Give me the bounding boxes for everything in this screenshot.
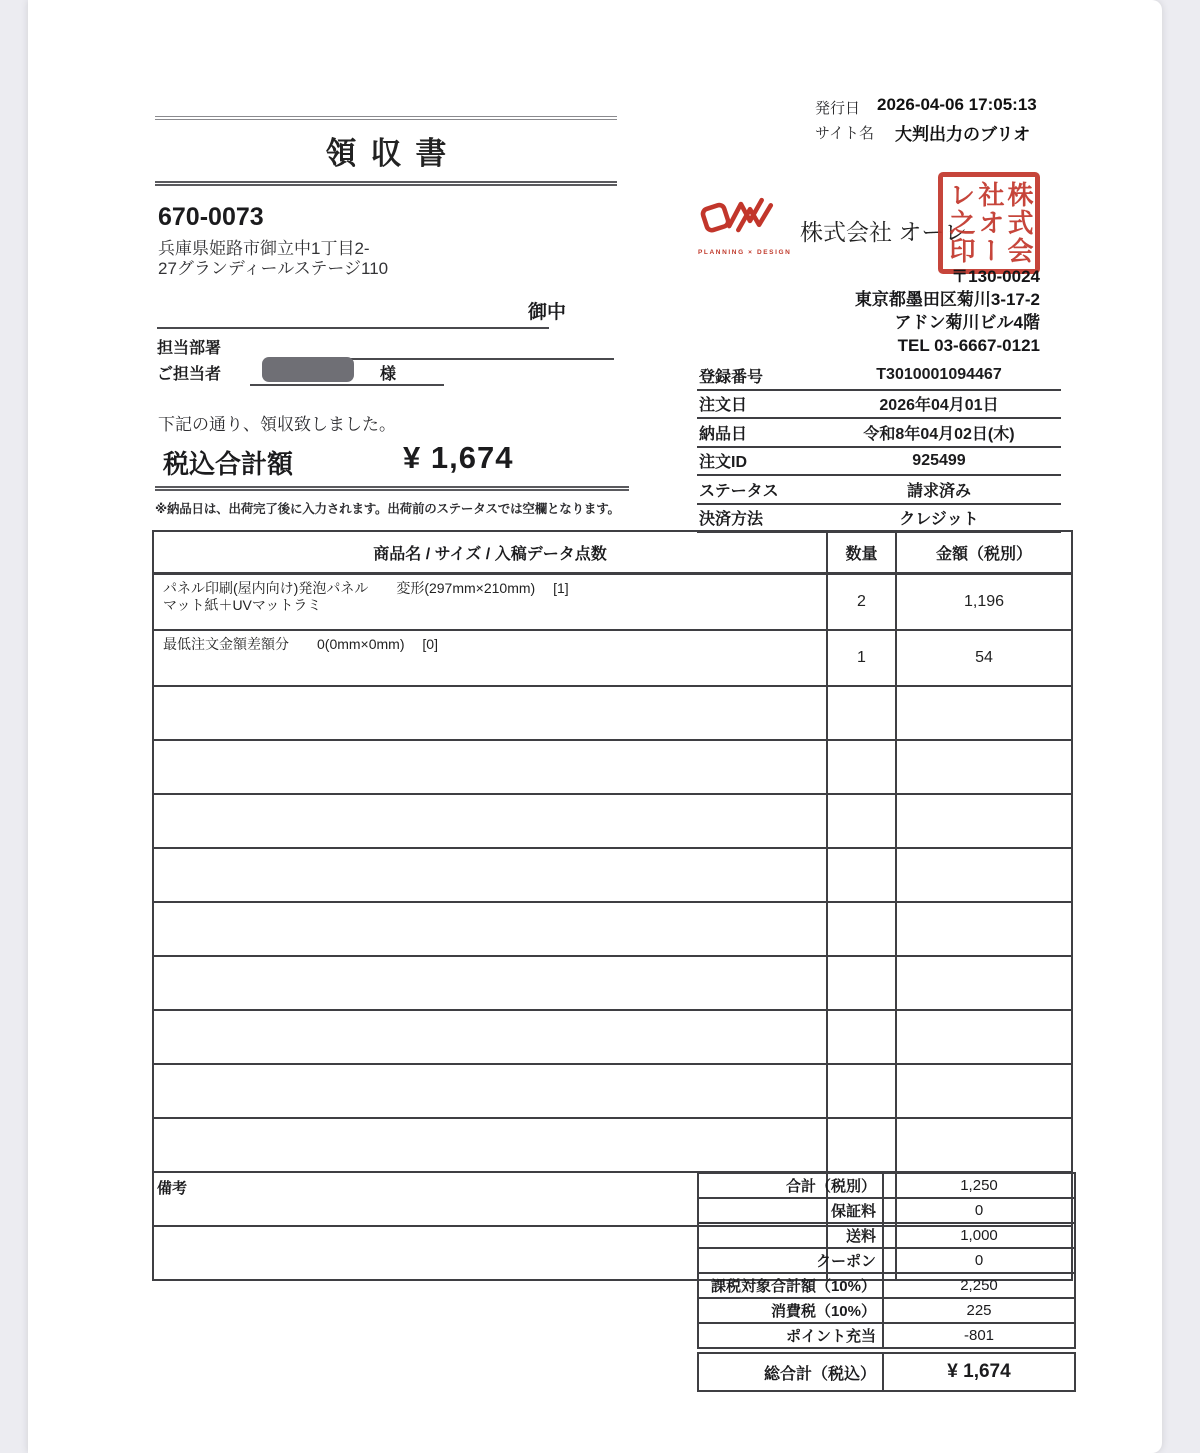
order-info-row [697, 391, 1061, 420]
item-amount: 54 [896, 630, 1072, 686]
order-info-label: 決済方法 [699, 511, 764, 529]
recipient-address-line2: 27グランディールステージ110 [158, 259, 389, 278]
table-row-empty [153, 848, 1072, 902]
issuer-company-name: 株式会社 オーレ [800, 219, 967, 245]
totals-row [698, 1323, 1075, 1348]
items-header-amount: 金額（税別） [896, 531, 1072, 574]
totals-label: クーポン [698, 1248, 883, 1273]
title-rule-bottom [155, 181, 617, 186]
issuer-postal-code: 〒130-0024 [951, 267, 1040, 286]
table-row-empty [153, 902, 1072, 956]
order-info-label: 登録番号 [699, 368, 764, 386]
totals-row [698, 1198, 1075, 1223]
department-label: 担当部署 [157, 340, 222, 357]
order-info-row [697, 448, 1061, 477]
order-info-label: 納品日 [699, 425, 748, 443]
delivery-date-note: ※納品日は、出荷完了後に入力されます。出荷前のステータスでは空欄となります。 [155, 502, 620, 516]
table-row [153, 574, 1072, 631]
totals-label: 送料 [698, 1223, 883, 1248]
items-header-qty: 数量 [827, 531, 896, 574]
totals-value: -801 [883, 1323, 1075, 1348]
issuer-address-line2: アドン菊川ビル4階 [894, 313, 1040, 332]
totals-row [698, 1173, 1075, 1198]
order-info-row [697, 419, 1061, 448]
table-row [153, 630, 1072, 686]
item-qty: 2 [827, 574, 896, 631]
totals-row [698, 1298, 1075, 1323]
total-incl-tax-value: ¥ 1,674 [403, 440, 514, 475]
total-incl-tax-label: 税込合計額 [163, 449, 294, 479]
grand-total-table [697, 1352, 1076, 1392]
totals-value: 1,000 [883, 1223, 1075, 1248]
table-row-empty [153, 740, 1072, 794]
totals-value: 1,250 [883, 1173, 1075, 1198]
totals-row [698, 1248, 1075, 1273]
order-info-row [697, 362, 1061, 391]
totals-value: 0 [883, 1248, 1075, 1273]
remarks-label: 備考 [157, 1180, 188, 1197]
issued-date-value: 2026-04-06 17:05:13 [877, 95, 1037, 114]
grand-total-value: ¥ 1,674 [883, 1353, 1075, 1391]
table-row-empty [153, 794, 1072, 848]
logo-caption: PLANNING × DESIGN [698, 249, 792, 256]
items-header-name: 商品名 / サイズ / 入稿データ点数 [153, 531, 827, 574]
totals-value: 0 [883, 1198, 1075, 1223]
item-name-line1: 最低注文金額差額分 0(0mm×0mm) [0] [163, 636, 438, 652]
order-info-value: 925499 [912, 451, 966, 469]
order-info-row [697, 476, 1061, 505]
title-rule-top [155, 116, 617, 120]
totals-table-body [698, 1173, 1075, 1348]
totals-row [698, 1223, 1075, 1248]
contact-honorific: 様 [380, 366, 397, 383]
totals-label: 保証料 [698, 1198, 883, 1223]
recipient-address [158, 239, 388, 279]
total-underline [155, 486, 629, 491]
company-seal-stamp: 株式会社オーレ之印 [938, 172, 1040, 274]
recipient-address-line1: 兵庫県姫路市御立中1丁目2- [158, 239, 370, 258]
table-row-empty [153, 1064, 1072, 1118]
receipt-page [28, 0, 1162, 1453]
totals-label: 課税対象合計額（10%） [698, 1273, 883, 1298]
table-row-empty [153, 1118, 1072, 1172]
totals-table [697, 1172, 1076, 1349]
contact-underline [250, 384, 444, 386]
issued-date-label: 発行日 [815, 100, 861, 117]
recipient-postal-code: 670-0073 [158, 203, 264, 231]
site-name-value: 大判出力のブリオ [895, 125, 1031, 144]
totals-value: 2,250 [883, 1273, 1075, 1298]
table-row-empty [153, 956, 1072, 1010]
items-table [152, 530, 1073, 1281]
order-info-value: 請求済み [906, 482, 971, 500]
order-info-label: ステータス [699, 482, 779, 500]
order-info-value: T3010001094467 [876, 366, 1002, 384]
grand-total-label: 総合計（税込） [698, 1353, 883, 1391]
company-logo-mark [698, 192, 776, 242]
table-row-empty [153, 686, 1072, 740]
contact-name-redaction-box [262, 357, 354, 382]
totals-label: 合計（税別） [698, 1173, 883, 1198]
item-qty: 1 [827, 630, 896, 686]
order-info-value: 令和8年04月02日(木) [863, 425, 1015, 443]
table-row-empty [153, 1010, 1072, 1064]
receipt-statement: 下記の通り、領収致しました。 [158, 415, 396, 434]
totals-row [698, 1273, 1075, 1298]
order-info-value: クレジット [899, 511, 979, 529]
recipient-name-underline [157, 327, 549, 329]
issuer-address-block [672, 265, 1040, 357]
totals-label: ポイント充当 [698, 1323, 883, 1348]
issuer-phone: TEL 03-6667-0121 [897, 336, 1040, 355]
order-info-value: 2026年04月01日 [879, 397, 999, 415]
issuer-address-line1: 東京都墨田区菊川3-17-2 [854, 290, 1040, 309]
company-logo [698, 192, 792, 256]
contact-person-label: ご担当者 [157, 366, 222, 383]
order-info-row [697, 505, 1061, 534]
site-name-label: サイト名 [815, 125, 874, 142]
items-table-header [153, 531, 1072, 574]
grand-total-row [698, 1353, 1075, 1391]
item-name-line1: パネル印刷(屋内向け)発泡パネル 変形(297mm×210mm) [1] [163, 580, 569, 596]
item-amount: 1,196 [896, 574, 1072, 631]
totals-value: 225 [883, 1298, 1075, 1323]
item-name-line2: マット紙＋UVマットラミ [163, 597, 322, 613]
order-info-label: 注文ID [699, 454, 748, 472]
totals-label: 消費税（10%） [698, 1298, 883, 1323]
recipient-honorific: 御中 [528, 302, 567, 323]
order-info-table [697, 362, 1061, 533]
page-title: 領収書 [325, 136, 461, 171]
order-info-label: 注文日 [699, 397, 748, 415]
